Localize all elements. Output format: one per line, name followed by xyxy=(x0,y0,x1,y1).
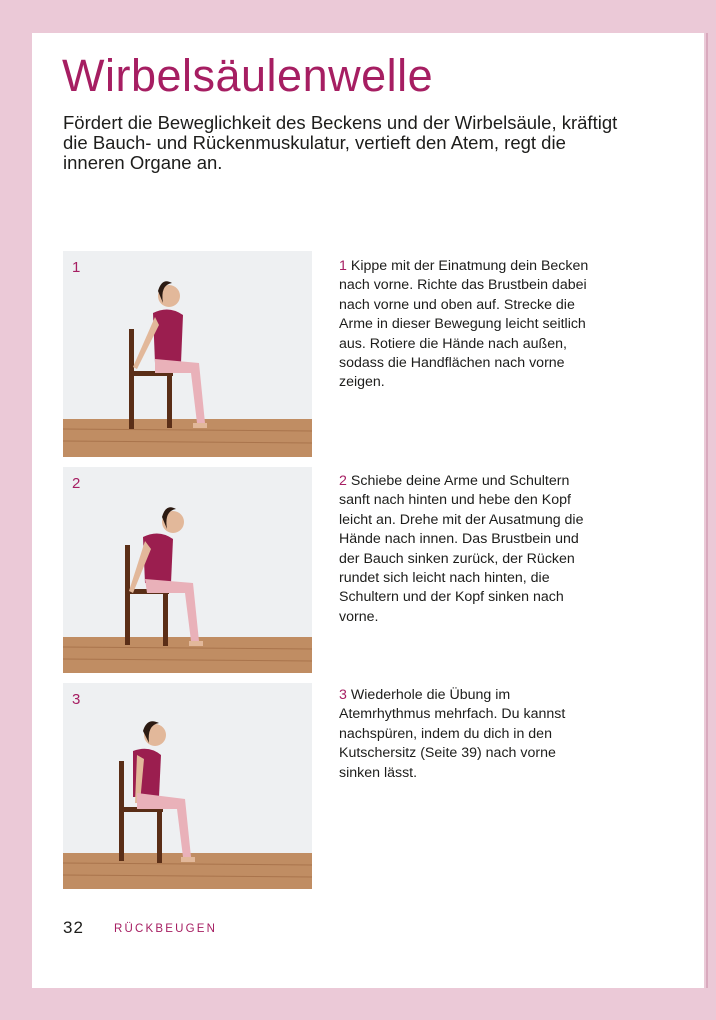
step-2-illustration xyxy=(63,467,312,673)
step-3-number: 3 xyxy=(339,687,347,703)
step-1-description: Kippe mit der Einatmung dein Becken nach vorne. Richte das Brustbein dabei nach vorne und oben auf. Strecke die Arme in dieser Bewegung leicht seitlich aus. Rotiere die Hände nach außen, sodass die Handflächen nach vorne zeigen. xyxy=(339,258,589,391)
intro-text: Fördert die Beweglichkeit des Beckens und der Wirbelsäule, kräftigt die Bauch- und Rückenmuskulatur, vertieft den Atem, regt die inneren Organe an. xyxy=(63,112,618,173)
step-3-photo xyxy=(63,683,312,889)
step-1-photo-number: 1 xyxy=(72,259,81,276)
step-1-number: 1 xyxy=(339,258,347,274)
step-3-illustration xyxy=(63,683,312,889)
step-3-description: Wiederhole die Übung im Atemrhythmus mehrfach. Du kannst nachspüren, indem du dich in den Kutschersitz (Seite 39) nach vorne sinken lässt. xyxy=(339,687,566,781)
section-name: RÜCKBEUGEN xyxy=(114,923,218,935)
page-title: Wirbelsäulenwelle xyxy=(62,50,434,101)
step-1-text xyxy=(339,257,599,393)
step-2-photo xyxy=(63,467,312,673)
page-number: 32 xyxy=(63,918,84,937)
step-3-photo-number: 3 xyxy=(72,691,81,708)
step-2-number: 2 xyxy=(339,473,347,489)
step-1-photo xyxy=(63,251,312,457)
step-2-text xyxy=(339,472,599,627)
step-2-photo-number: 2 xyxy=(72,475,81,492)
step-1-illustration xyxy=(63,251,312,457)
step-2-description: Schiebe deine Arme und Schultern sanft nach hinten und hebe den Kopf leicht an. Drehe mit der Ausatmung die Hände nach innen. Das Brustbein und der Bauch sinken zurück, der Rücken rundet sich leicht nach hinten, die Schultern und der Kopf sinken nach vorne. xyxy=(339,473,584,625)
page-edge-line xyxy=(706,33,708,988)
step-3-text xyxy=(339,686,599,783)
